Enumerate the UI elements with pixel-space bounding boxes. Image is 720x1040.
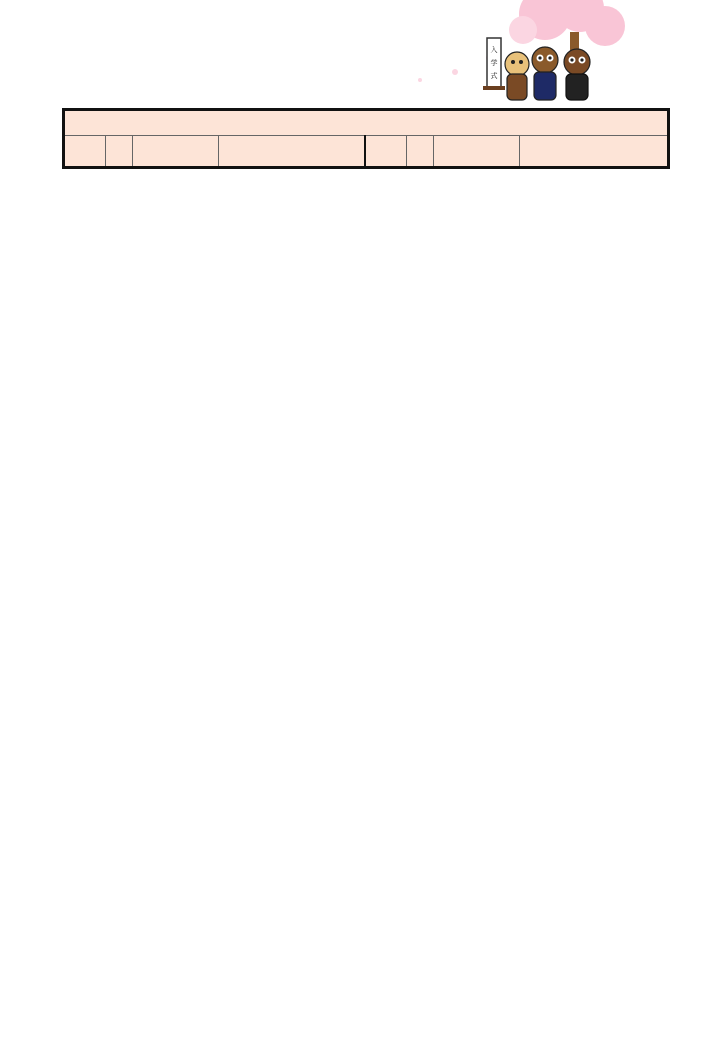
svg-text:学: 学 xyxy=(490,59,498,67)
col-header-company xyxy=(434,136,520,168)
svg-text:式: 式 xyxy=(490,72,498,80)
table-title xyxy=(64,110,669,136)
col-header-product xyxy=(520,136,669,168)
mascot-3 xyxy=(564,49,590,100)
col-header-product xyxy=(219,136,365,168)
mascot-illustration xyxy=(395,0,625,108)
col-header-company xyxy=(133,136,219,168)
col-header-day xyxy=(365,136,407,168)
sign-post xyxy=(483,38,505,90)
col-header-weekday xyxy=(106,136,133,168)
svg-text:入: 入 xyxy=(490,46,498,54)
mascot-1 xyxy=(505,52,529,100)
mascot-2 xyxy=(532,47,558,100)
col-header-day xyxy=(64,136,106,168)
col-header-weekday xyxy=(407,136,434,168)
schedule-table xyxy=(62,108,670,169)
